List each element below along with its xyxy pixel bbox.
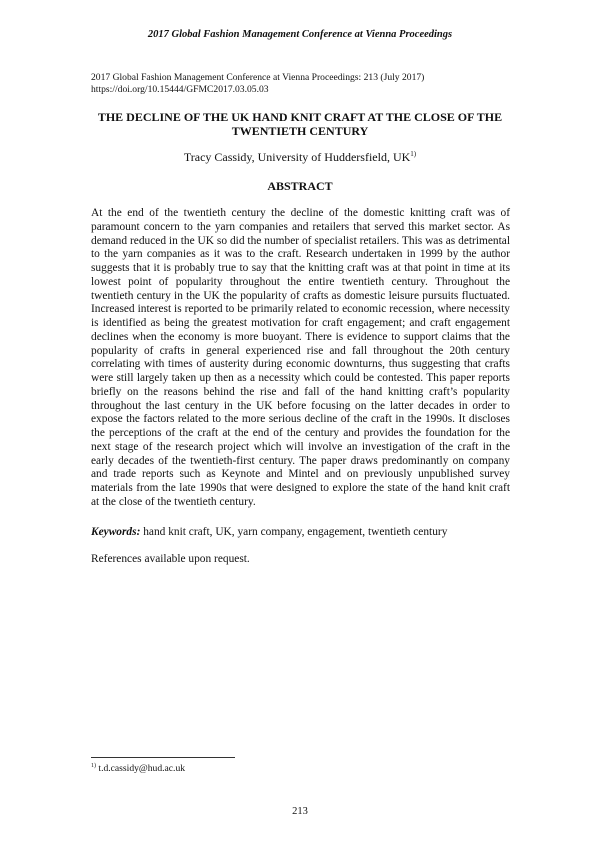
keywords-text: hand knit craft, UK, yarn company, engagement, twentieth century xyxy=(143,526,448,538)
author-name-affiliation: Tracy Cassidy, University of Huddersfield, UK xyxy=(183,150,411,164)
author-line xyxy=(0,150,600,165)
citation-block xyxy=(91,72,424,95)
references-note: References available upon request. xyxy=(91,553,250,565)
running-header: 2017 Global Fashion Management Conference at Vienna Proceedings xyxy=(147,29,453,40)
page-number: 213 xyxy=(292,806,308,817)
abstract-body: At the end of the twentieth century the decline of the domestic knitting craft was of paramount concern to the yarn companies and retailers that served this market sector. As demand reduced in the UK so did the number of specialist retailers. This was as detrimental to the yarn companies as it was to the craft. Research undertaken in 1999 by the author suggests that it is probably true to say that the knitting craft was at that point in time at its lowest point of popularity throughout the entire twentieth century. Throughout the twentieth century in the UK the popularity of crafts as domestic leisure pursuits fluctuated. Increased interest is reported to be primarily related to economic recession, where necessity is identified as being the greatest motivation for craft engagement; and craft engagement declines when the economy is more buoyant. There is evidence to support claims that the popularity of crafts in general experienced rise and fall throughout the 20th century correlating with times of austerity during economic downturns, thus suggesting that crafts were still largely taken up then as a necessity which could be contested. This paper reports briefly on the reasons behind the rise and fall of the hand knitting craft’s popularity throughout the last century in the UK before focusing on the latter decades in order to expose the factors related to the more serious decline of the craft in the 1990s. It discloses the perceptions of the craft at the end of the century and provides the foundation for the next stage of the research project which will involve an investigation of the craft in the early decades of the twentieth-first century. The paper draws predominantly on company and trade reports such as Keynote and Mintel and on previously unpublished survey materials from the late 1990s that were designed to explore the state of the hand knit craft at the close of the twentieth century. xyxy=(91,207,510,508)
keywords-line xyxy=(91,526,510,540)
footnote xyxy=(91,763,185,774)
footnote-email[interactable]: t.d.cassidy@hud.ac.uk xyxy=(98,763,186,774)
footnote-marker: 1) xyxy=(91,763,96,769)
paper-title: THE DECLINE OF THE UK HAND KNIT CRAFT AT THE CLOSE OF THE TWENTIETH CENTURY xyxy=(97,110,503,138)
abstract-heading: ABSTRACT xyxy=(267,179,333,193)
footnote-divider xyxy=(91,757,235,758)
author-footnote-marker: 1) xyxy=(410,150,417,158)
citation-line: 2017 Global Fashion Management Conference at Vienna Proceedings: 213 (July 2017) xyxy=(91,72,425,83)
keywords-label: Keywords: xyxy=(91,526,141,538)
doi-link[interactable]: https://doi.org/10.15444/GFMC2017.03.05.03 xyxy=(91,83,269,95)
